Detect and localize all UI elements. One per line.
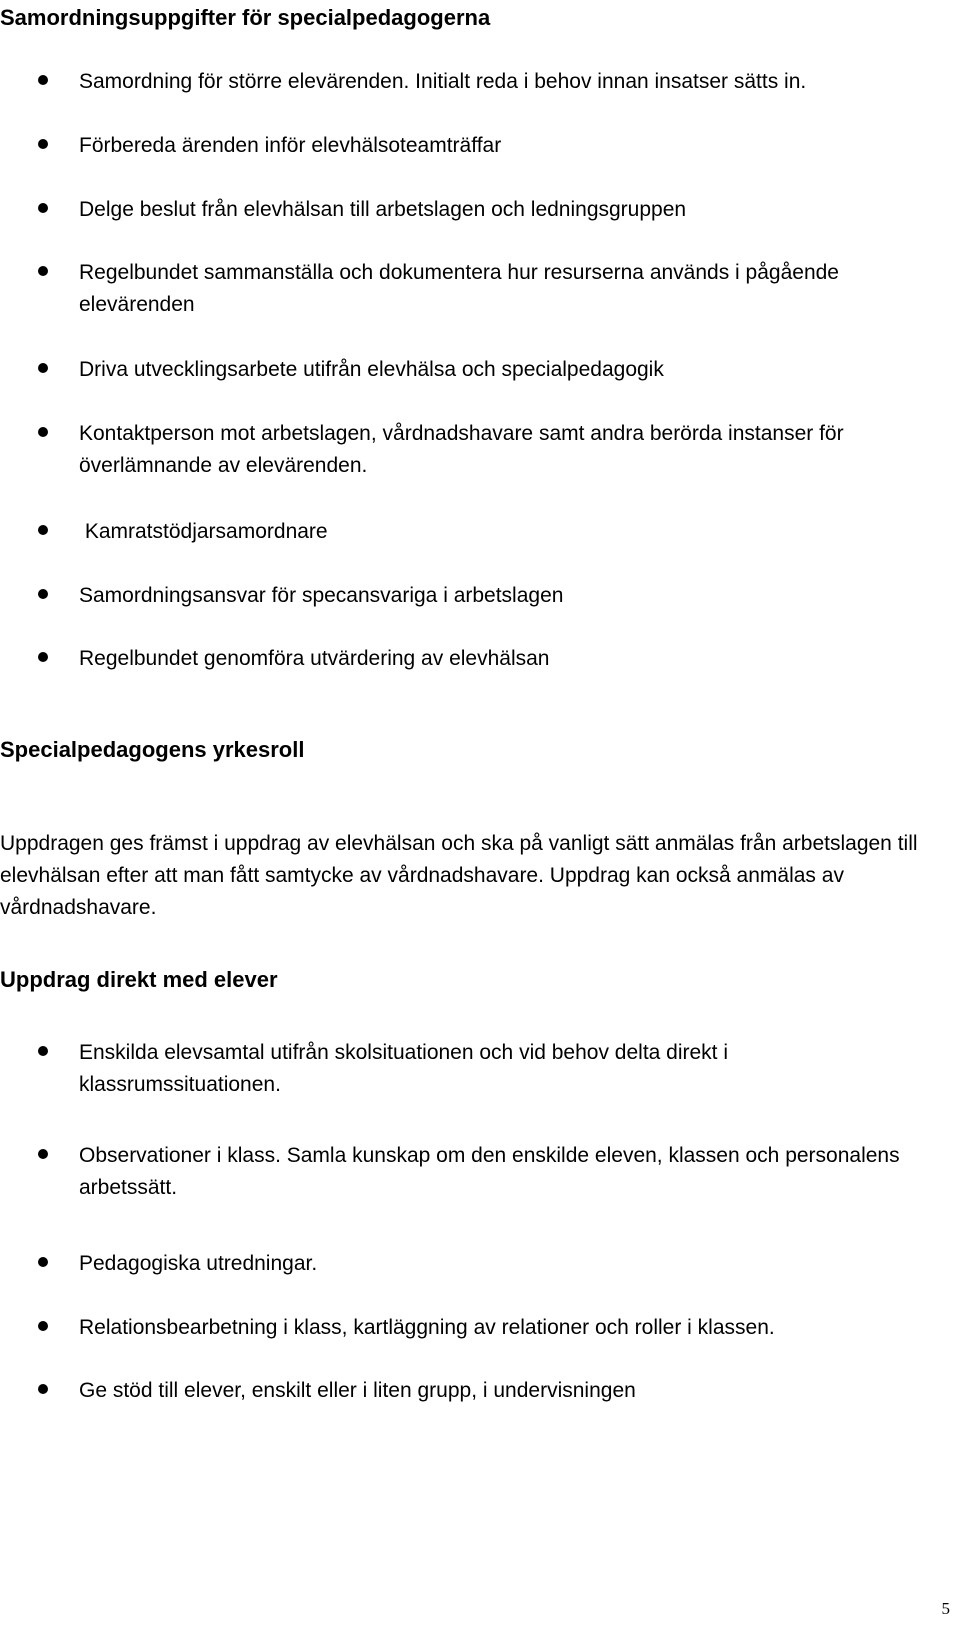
bullet-icon: [38, 363, 48, 373]
page-number: 5: [941, 1599, 950, 1618]
list-item-text: Pedagogiska utredningar.: [79, 1252, 318, 1275]
list-item-text: Kamratstödjarsamordnare: [79, 520, 328, 543]
list-item-text: Kontaktperson mot arbetslagen, vårdnadshavare samt andra berörda instanser för överlämnande av elevärenden.: [79, 422, 844, 477]
list-item-text: Observationer i klass. Samla kunskap om den enskilde eleven, klassen och personalens arbetssätt.: [79, 1144, 900, 1199]
bullet-icon: [38, 652, 48, 662]
bullet-icon: [38, 1257, 48, 1267]
bullet-icon: [38, 1321, 48, 1331]
list-item-text: Driva utvecklingsarbete utifrån elevhälsa och specialpedagogik: [79, 358, 664, 381]
heading-samordningsuppgifter: Samordningsuppgifter för specialpedagogerna: [0, 5, 491, 30]
list-item-text: Relationsbearbetning i klass, kartläggning av relationer och roller i klassen.: [79, 1316, 775, 1339]
bullet-icon: [38, 139, 48, 149]
heading-uppdrag-direkt: Uppdrag direkt med elever: [0, 967, 278, 992]
bullet-icon: [38, 75, 48, 85]
list-item-text: Delge beslut från elevhälsan till arbetslagen och ledningsgruppen: [79, 198, 687, 221]
bullet-icon: [38, 589, 48, 599]
bullet-icon: [38, 1046, 48, 1056]
bullet-icon: [38, 525, 48, 535]
bullet-icon: [38, 266, 48, 276]
list-item-text: Förbereda ärenden inför elevhälsoteamträffar: [79, 134, 502, 157]
bullet-icon: [38, 1384, 48, 1394]
bullet-icon: [38, 427, 48, 437]
yrkesroll-paragraph: Uppdragen ges främst i uppdrag av elevhälsan och ska på vanligt sätt anmälas från arbetslagen till elevhälsan efter att man fått samtycke av vårdnadshavare. Uppdrag kan också anmälas av vårdnadshavare.: [0, 832, 918, 919]
list-item-text: Enskilda elevsamtal utifrån skolsituationen och vid behov delta direkt i klassrumssituationen.: [79, 1041, 729, 1096]
bullet-icon: [38, 1149, 48, 1159]
list-item-text: Ge stöd till elever, enskilt eller i liten grupp, i undervisningen: [79, 1379, 636, 1402]
heading-yrkesroll: Specialpedagogens yrkesroll: [0, 737, 305, 762]
bullet-icon: [38, 203, 48, 213]
list-item-text: Samordning för större elevärenden. Initialt reda i behov innan insatser sätts in.: [79, 70, 807, 93]
list-item-text: Regelbundet sammanställa och dokumentera hur resurserna används i pågående elevärenden: [79, 261, 839, 316]
list-item-text: Regelbundet genomföra utvärdering av elevhälsan: [79, 647, 550, 670]
list-item-text: Samordningsansvar för specansvariga i arbetslagen: [79, 584, 564, 607]
